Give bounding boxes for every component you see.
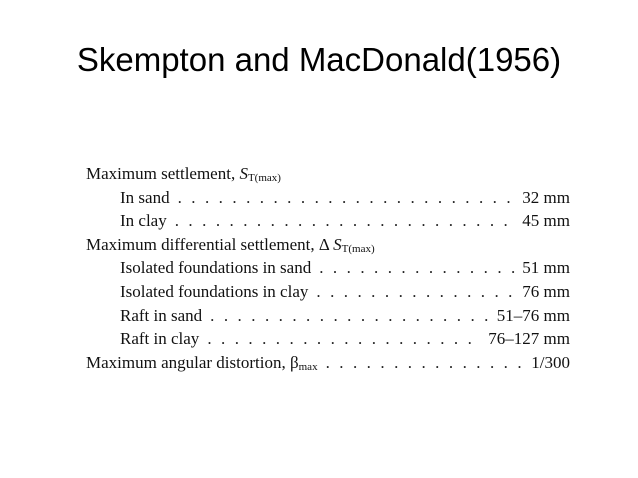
angular-distortion-subscript: max (298, 360, 318, 373)
header-row-max-differential-settlement (86, 235, 570, 259)
table-row-isolated-clay (86, 282, 570, 306)
row-value: 51–76 mm (496, 305, 570, 325)
max-settlement-label: Maximum settlement, $S_{T(max)}$ (86, 164, 281, 184)
row-value: 45 mm (522, 211, 570, 231)
table-row-raft-clay (86, 329, 570, 353)
header-row-max-settlement (86, 164, 570, 188)
row-label: Isolated foundations in sand (120, 258, 312, 278)
slide-title: Skempton and MacDonald(1956) (76, 41, 562, 78)
row-value: 32 mm (522, 187, 570, 207)
dot-leader (210, 306, 490, 326)
table-row-angular-distortion (86, 353, 570, 377)
max-differential-settlement-label: Maximum differential settlement, Δ $S_{T(max)}$ (86, 234, 375, 255)
dot-leader (316, 282, 515, 302)
settlement-subscript: T(max) (247, 172, 281, 184)
row-label: Raft in sand (120, 305, 203, 325)
table-row-raft-sand (86, 306, 570, 330)
row-value: 76 mm (522, 281, 570, 301)
row-label: In clay (120, 211, 167, 231)
settlement-criteria-table (86, 164, 570, 376)
table-row-isolated-sand (86, 258, 570, 282)
table-row-in-clay (86, 211, 570, 235)
settlement-subscript: T(max) (341, 242, 375, 255)
dot-leader (207, 329, 481, 349)
dot-leader (175, 211, 516, 231)
dot-leader (319, 258, 515, 278)
row-label: Isolated foundations in clay (120, 281, 309, 301)
row-value: 1/300 (531, 352, 570, 372)
dot-leader (178, 188, 516, 208)
row-value: 76–127 mm (488, 329, 570, 349)
settlement-symbol: S (239, 164, 248, 183)
table-row-in-sand (86, 188, 570, 212)
angular-distortion-label: Maximum angular distortion, $\beta_{max}$ (86, 352, 318, 373)
row-value: 51 mm (522, 258, 570, 278)
settlement-symbol: S (333, 234, 342, 254)
row-label: Raft in clay (120, 329, 200, 349)
dot-leader (326, 353, 525, 373)
row-label: In sand (120, 187, 170, 207)
